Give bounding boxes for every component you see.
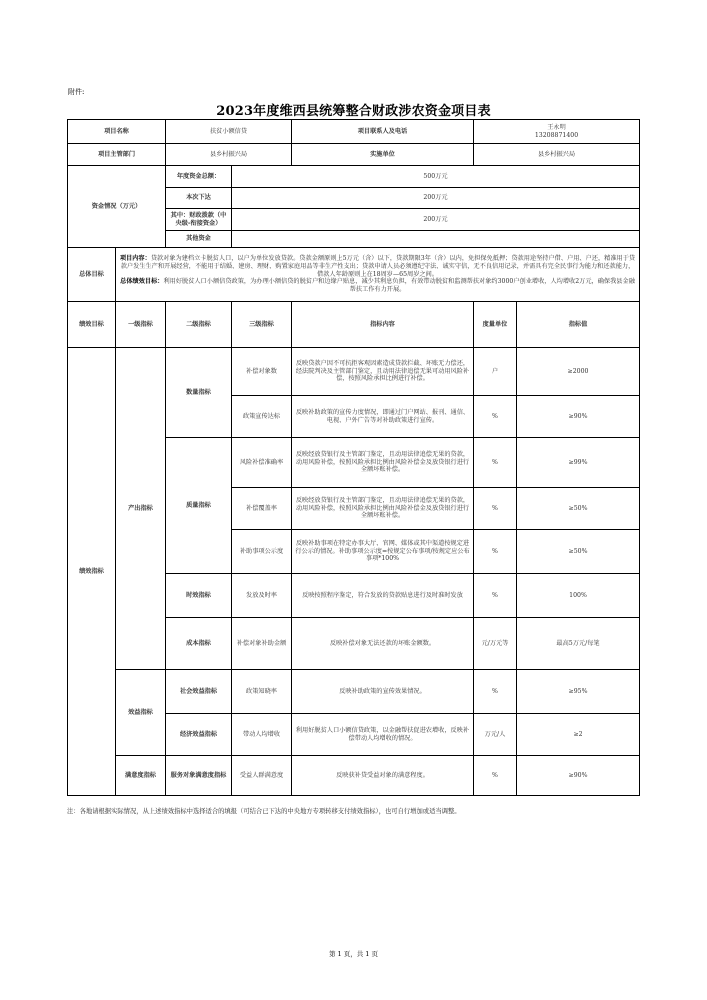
level2-economic: 经济效益指标	[166, 714, 232, 756]
central-funds-value: 200万元	[232, 209, 640, 231]
header-level2: 二级指标	[166, 302, 232, 348]
value-cell: ≥50%	[517, 488, 640, 530]
unit-cell: %	[474, 488, 517, 530]
content-cell: 反映获补贷受益对象的满意程度。	[292, 756, 474, 796]
page-title: 2023年度维西县统筹整合财政涉农资金项目表	[216, 104, 491, 119]
level3-cell: 补偿覆盖率	[232, 488, 292, 530]
overall-goal-body: 利用好脱贫人口小额信贷政策，为办理小额信贷的脱贫户和边缘户贴息，减少其利息负担，有效带动脱贫和监测帮扶对象约3000户创业增收，人均增收2万元，确保我县金融帮扶工作有力开展。	[163, 278, 635, 294]
content-cell: 反映补助政策的宣传力度情况，即通过门户网站、报刊、通信、电视、户外广告等对补助政策进行宣传。	[292, 396, 474, 438]
content-cell: 反映补助事项在特定办事大厅、官网、媒体或其中渠道按规定进行公示的情况。补助事项公示度=按规定公布事项/按规定应公布事项*100%	[292, 530, 474, 574]
content-cell: 反映经放贷银行及主管部门鉴定，且动用法律追偿无果的贷款，动用风险补偿，按照风险承担比例由风险补偿金及放贷银行进行全额坏账补偿。	[292, 438, 474, 488]
header-level3: 三级指标	[232, 302, 292, 348]
project-content-text: 贷款对象为建档立卡脱贫人口，以户为单位发放贷款。贷款金额原则上5万元（含）以下，贷款期限3年（含）以内，免担保免抵押；贷款用途坚持户借、户用、户还，精准用于贷款户发生生产和开展经营，不能用于结婚、建房、理财、购置家庭用品等非生产性支出；贷款申请人员必须遵纪守法、诚实守信，无不良信用记录，并需具有完全民事行为能力和还款能力，借款人年龄原则上在18周岁—65周岁之间。	[120, 255, 636, 278]
value-cell: 最高5万元/每笔	[517, 618, 640, 670]
contact-phone: 13208871400	[534, 131, 579, 139]
level3-cell: 发放及时率	[232, 574, 292, 618]
unit-cell: %	[474, 530, 517, 574]
level1-benefit: 效益指标	[116, 670, 166, 756]
page-footer: 第 1 页，共 1 页	[328, 950, 379, 958]
unit-cell: %	[474, 396, 517, 438]
overall-goal-heading: 总体绩效目标：	[120, 278, 164, 286]
value-cell: ≥2000	[517, 348, 640, 396]
content-cell: 反映补助政策的宣传效果情况。	[292, 670, 474, 714]
level1-output: 产出指标	[116, 348, 166, 670]
header-level1: 一级指标	[116, 302, 166, 348]
level1-satisfaction: 满意度指标	[116, 756, 166, 796]
annual-funds-value: 500万元	[232, 166, 640, 188]
contact-name: 王永明	[547, 123, 566, 131]
unit-label: 实施单位	[292, 144, 474, 166]
unit-cell: %	[474, 670, 517, 714]
value-cell: ≥90%	[517, 396, 640, 438]
table-row	[68, 348, 640, 396]
central-funds-label: 其中：财政拨款（中央级-衔接资金）	[166, 209, 232, 231]
header-goal: 绩效目标	[68, 302, 116, 348]
level2-quantity: 数量指标	[166, 348, 232, 438]
level3-cell: 补偿对象补助金额	[232, 618, 292, 670]
value-cell: 100%	[517, 574, 640, 618]
current-funds-label: 本次下达	[166, 188, 232, 209]
unit-value: 县乡村振兴局	[474, 144, 640, 166]
overall-goal-text	[116, 248, 640, 302]
dept-label: 项目主管部门	[68, 144, 166, 166]
value-cell: ≥99%	[517, 438, 640, 488]
content-cell: 反映经放贷银行及主管部门鉴定，且动用法律追偿无果的贷款，动用风险补偿，按照风险承担比例由风险补偿金及放贷银行进行全额坏账补偿。	[292, 488, 474, 530]
overall-goal-label: 总体目标	[68, 248, 116, 302]
project-table	[67, 119, 640, 796]
contact-value	[474, 120, 640, 144]
content-cell: 利用好脱贫人口小额信贷政策，以金融帮扶促进农增收，反映补偿带动人均增收的情况。	[292, 714, 474, 756]
value-cell: ≥2	[517, 714, 640, 756]
unit-cell: %	[474, 438, 517, 488]
unit-cell: 万元/人	[474, 714, 517, 756]
level3-cell: 补助事项公示度	[232, 530, 292, 574]
unit-cell: 元/万元等	[474, 618, 517, 670]
contact-label: 项目联系人及电话	[292, 120, 474, 144]
other-funds-value	[232, 231, 640, 248]
value-cell: ≥50%	[517, 530, 640, 574]
unit-cell: %	[474, 756, 517, 796]
header-unit: 度量单位	[474, 302, 517, 348]
level2-cost: 成本指标	[166, 618, 232, 670]
level2-quality: 质量指标	[166, 438, 232, 574]
level3-cell: 政策知晓率	[232, 670, 292, 714]
project-name-value: 扶贫小额信贷	[166, 120, 292, 144]
perf-label: 绩效指标	[68, 348, 116, 796]
other-funds-label: 其他资金	[166, 231, 232, 248]
level2-service: 服务对象满意度指标	[166, 756, 232, 796]
dept-value: 县乡村振兴局	[166, 144, 292, 166]
level3-cell: 政策宣传达标	[232, 396, 292, 438]
attachment-label: 附件:	[68, 88, 85, 96]
current-funds-value: 200万元	[232, 188, 640, 209]
content-cell: 反映贷款户因不可抗拒客观因素造成贷款拦截、坏账无力偿还，经法院判决及主管部门鉴定，且动用法律追偿无果可动用风险补偿，按照风险承担比例进行补偿。	[292, 348, 474, 396]
value-cell: ≥90%	[517, 756, 640, 796]
level3-cell: 风险补偿准确率	[232, 438, 292, 488]
unit-cell: 户	[474, 348, 517, 396]
level2-timeliness: 时效指标	[166, 574, 232, 618]
table-row	[68, 756, 640, 796]
content-cell: 反映补偿对象无法还款的坏账金额数。	[292, 618, 474, 670]
table-row	[68, 670, 640, 714]
unit-cell: %	[474, 574, 517, 618]
level3-cell: 补偿对象数	[232, 348, 292, 396]
content-cell: 反映按照程序鉴定，符合发放的贷款贴息进行及时准时发放	[292, 574, 474, 618]
level3-cell: 带动人均增收	[232, 714, 292, 756]
level2-social: 社会效益指标	[166, 670, 232, 714]
project-name-label: 项目名称	[68, 120, 166, 144]
footnote: 注：各地请根据实际情况，从上述绩效指标中选择适合的填报（可结合已下达的中央地方专项转移支付绩效指标），也可自行增加或适当调整。	[67, 808, 461, 815]
header-content: 指标内容	[292, 302, 474, 348]
project-content-heading: 项目内容：	[119, 255, 151, 263]
funds-section-label: 资金情况（万元）	[68, 166, 166, 248]
value-cell: ≥95%	[517, 670, 640, 714]
header-value: 指标值	[517, 302, 640, 348]
annual-funds-label: 年度资金总额：	[166, 166, 232, 188]
level3-cell: 受益人群满意度	[232, 756, 292, 796]
